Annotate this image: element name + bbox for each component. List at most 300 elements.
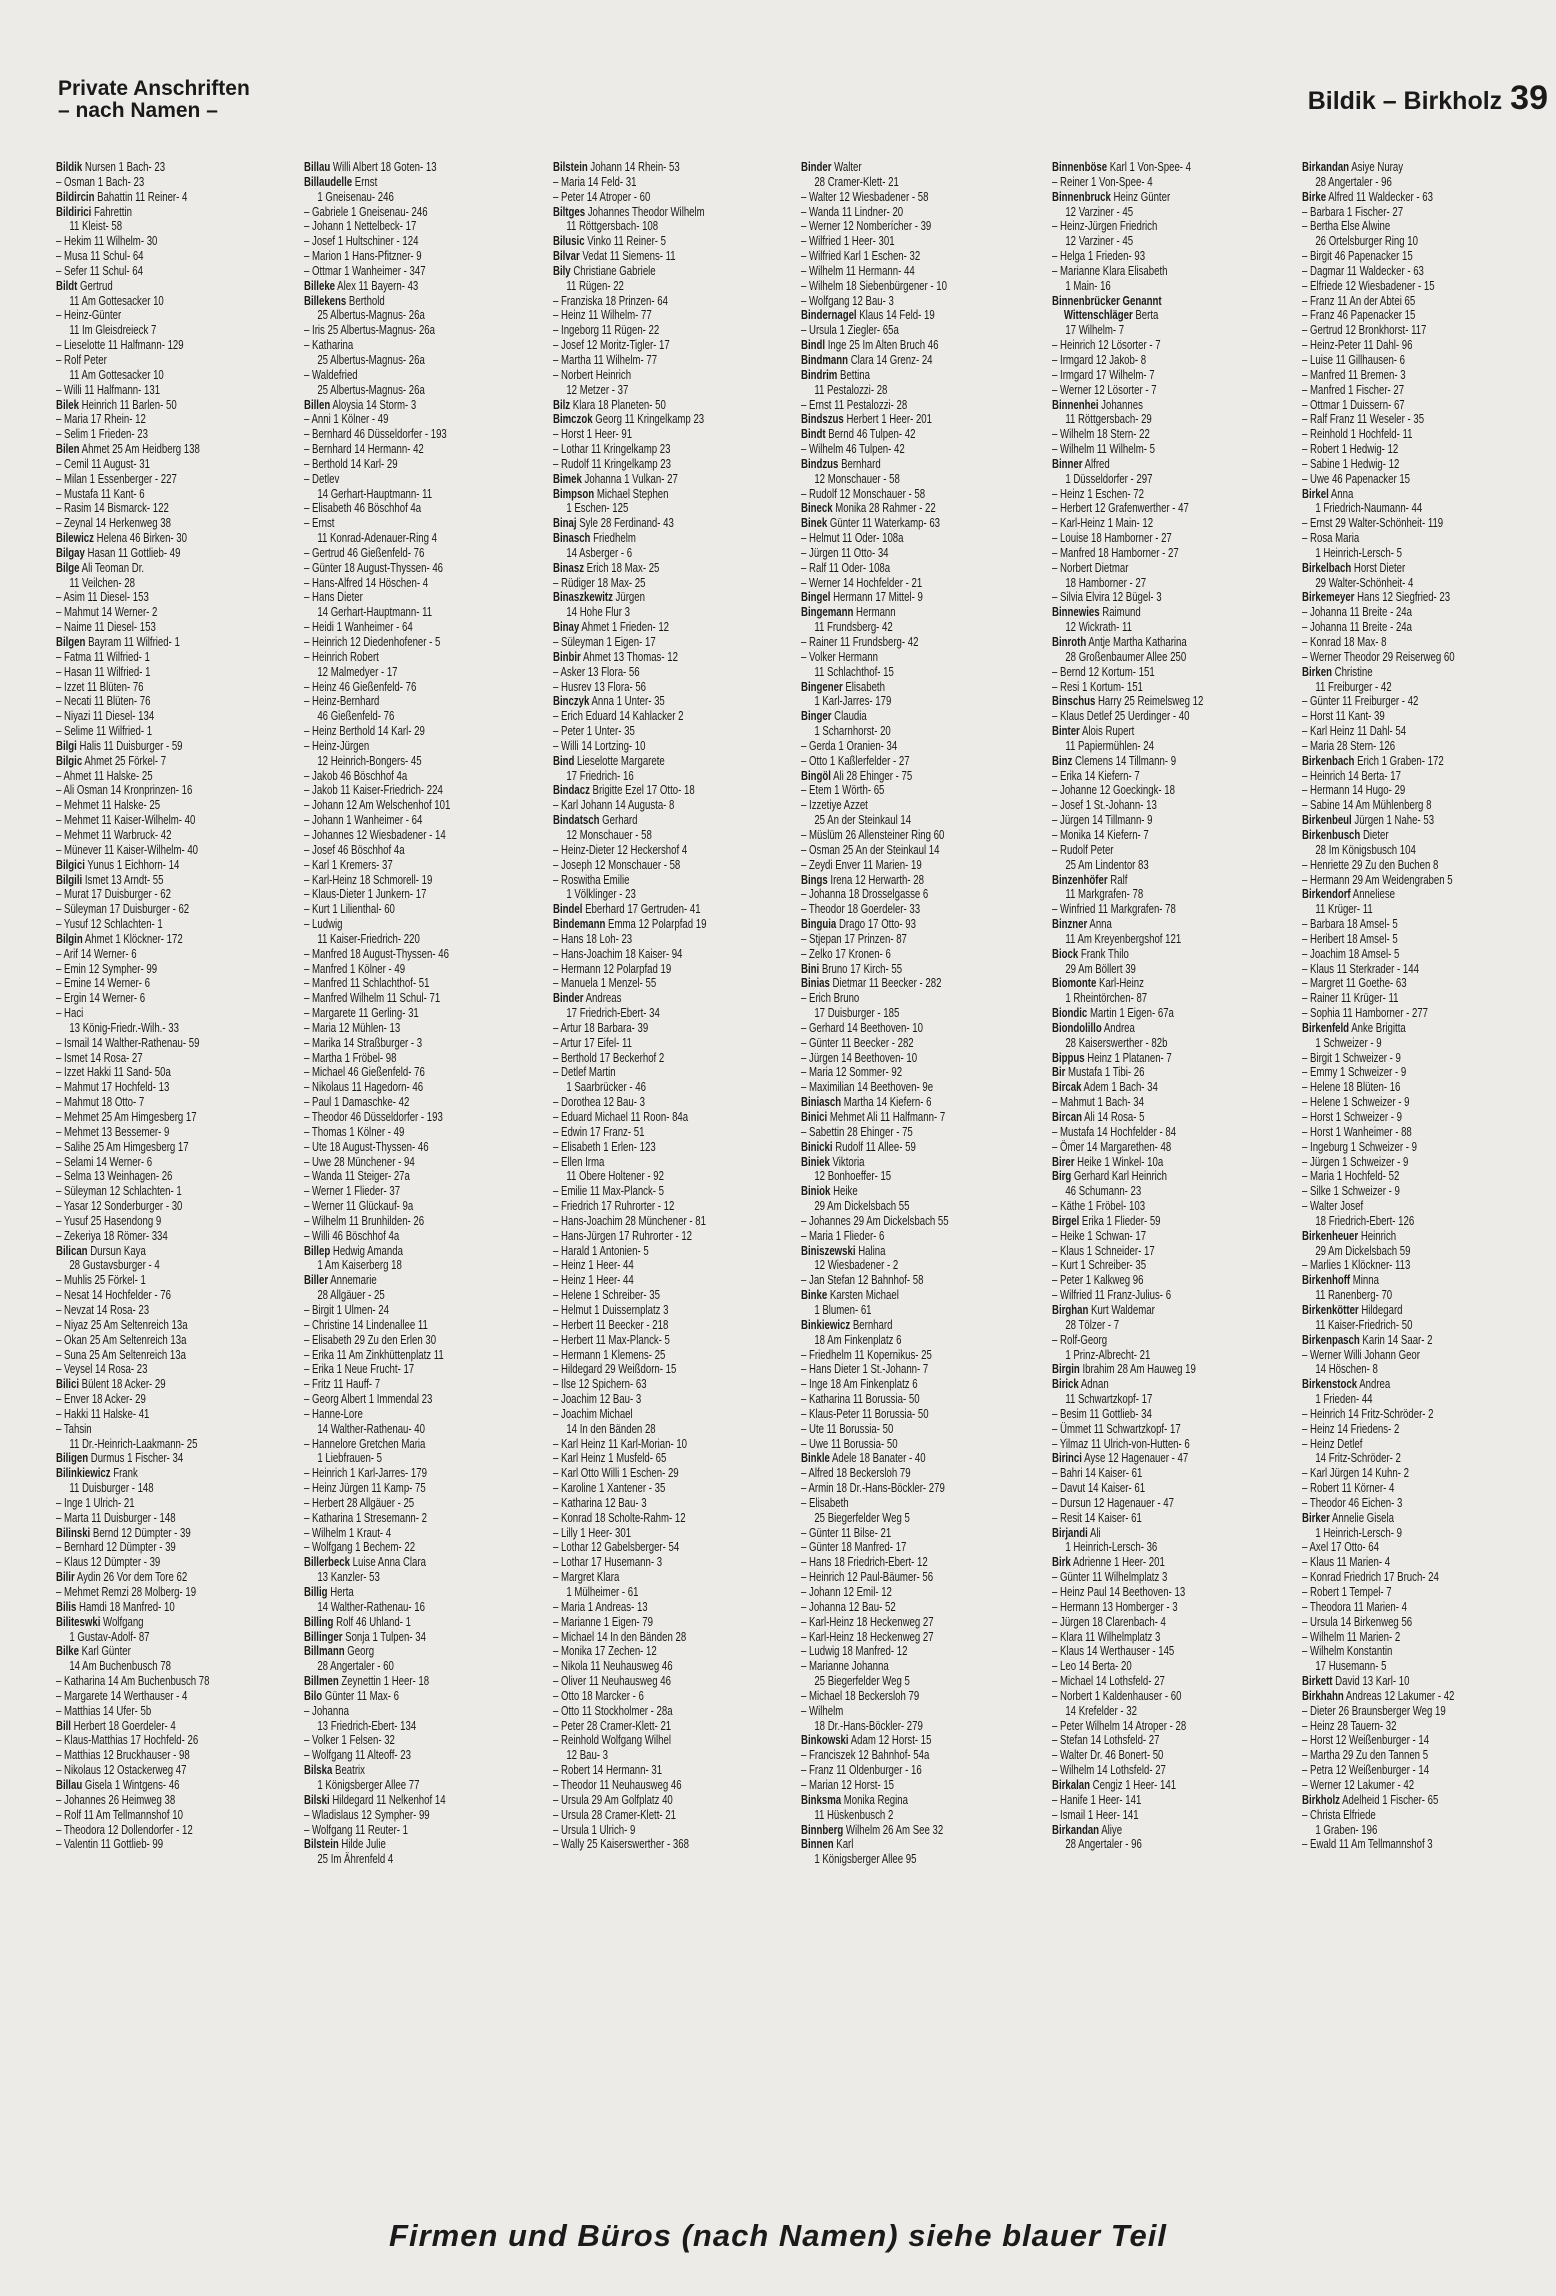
entry-surname: Binzner [1052, 916, 1088, 932]
entry-detail: Bettina [837, 366, 870, 382]
directory-entry [56, 1303, 237, 1318]
entry-detail: Anna 1 Unter- 35 [589, 693, 665, 709]
directory-entry [801, 783, 982, 798]
entry-detail: – Reinhold 1 Hochfeld- 11 [1302, 426, 1413, 442]
entry-surname: Billeke [304, 277, 336, 293]
entry-surname: Birke [1302, 188, 1327, 204]
directory-entry [304, 1348, 485, 1363]
directory-entry [304, 1244, 485, 1259]
entry-detail: – Maria 14 Feld- 31 [553, 173, 637, 189]
entry-detail: Hamdi 18 Manfred- 10 [76, 1598, 175, 1614]
entry-detail: – Matthias 14 Ufer- 5b [56, 1702, 152, 1718]
entry-detail: – Sophia 11 Hamborner - 277 [1302, 1005, 1429, 1021]
entry-detail: Heike [830, 1183, 858, 1199]
entry-detail: Frank [110, 1465, 138, 1481]
entry-detail: – Manfred 11 Schlachthof- 51 [304, 975, 430, 991]
entry-detail: – Yasar 12 Sonderburger - 30 [56, 1198, 183, 1214]
entry-detail: Heinrich [1358, 1227, 1397, 1243]
entry-detail: – Sabine 1 Hedwig- 12 [1302, 455, 1400, 471]
directory-entry [304, 1823, 485, 1838]
directory-entry [801, 1451, 982, 1466]
entry-detail: 1 Graben- 196 [1315, 1821, 1378, 1837]
directory-entry [1052, 501, 1233, 516]
directory-entry [1052, 1110, 1233, 1125]
entry-detail: – Wilhelm Konstantin [1302, 1643, 1393, 1659]
entry-detail: – Resi 1 Kortum- 151 [1052, 678, 1143, 694]
entry-detail: – Süleyman 12 Schlachten- 1 [56, 1183, 182, 1199]
entry-surname: Binguia [801, 916, 837, 932]
directory-entry [801, 427, 982, 442]
directory-entry [56, 308, 237, 323]
directory-entry [1052, 605, 1233, 620]
directory-entry [553, 457, 734, 472]
directory-entry [56, 1362, 237, 1377]
directory-entry [1302, 487, 1483, 502]
directory-entry [801, 1719, 982, 1734]
directory-entry [304, 754, 485, 769]
directory-entry [1052, 234, 1233, 249]
directory-entry [553, 427, 734, 442]
entry-detail: – Wally 25 Kaiserswerther - 368 [553, 1836, 689, 1852]
directory-entry [553, 976, 734, 991]
directory-entry [801, 160, 982, 175]
directory-entry [56, 1793, 237, 1808]
directory-entry [553, 1748, 734, 1763]
directory-entry [1052, 1125, 1233, 1140]
entry-detail: – Heinz-Jürgen [304, 737, 370, 753]
entry-detail: – Etem 1 Wörth- 65 [801, 782, 885, 798]
directory-entry [56, 1630, 237, 1645]
entry-detail: – Elfriede 12 Wiesbadener - 15 [1302, 277, 1435, 293]
entry-surname: Biliteswki [56, 1613, 101, 1629]
entry-detail: – Otto 11 Stockholmer - 28a [553, 1702, 673, 1718]
entry-detail: 1 Schweizer - 9 [1315, 1034, 1382, 1050]
directory-entry [553, 442, 734, 457]
entry-detail: 17 Friedrich-Ebert- 34 [566, 1005, 660, 1021]
directory-entry [56, 1823, 237, 1838]
entry-surname: Birkenbach [1302, 752, 1355, 768]
entry-surname: Binschus [1052, 693, 1096, 709]
entry-detail: – Hermann 29 Am Weidengraben 5 [1302, 871, 1453, 887]
entry-detail: – Mehmet 25 Am Himgesberg 17 [56, 1109, 197, 1124]
directory-entry [553, 1585, 734, 1600]
entry-detail: – Werner Theodor 29 Reiserweg 60 [1302, 648, 1455, 664]
directory-entry [1052, 947, 1233, 962]
directory-entry [1052, 412, 1233, 427]
entry-surname: Bilici [56, 1376, 79, 1392]
directory-entry [801, 249, 982, 264]
directory-entry [801, 190, 982, 205]
entry-surname: Bildik [56, 160, 83, 174]
entry-detail: – Ahmet 11 Halske- 25 [56, 767, 153, 783]
entry-detail: – Werner 12 Nomberícher - 39 [801, 218, 932, 234]
directory-entry [553, 1733, 734, 1748]
entry-detail: – Heinrich 12 Lösorter - 7 [1052, 337, 1161, 353]
entry-detail: – Selim 1 Frieden- 23 [56, 426, 148, 442]
directory-entry [304, 338, 485, 353]
entry-detail: Lieselotte Margarete [574, 752, 665, 768]
entry-detail: – Horst 1 Schweizer - 9 [1302, 1109, 1402, 1124]
entry-detail: – Iris 25 Albertus-Magnus- 26a [304, 322, 436, 338]
directory-entry [1302, 769, 1483, 784]
entry-detail: Klaus 14 Feld- 19 [856, 307, 935, 323]
entry-detail: Yunus 1 Eichhorn- 14 [84, 856, 180, 872]
entry-detail: Johann 14 Rhein- 53 [587, 160, 680, 174]
directory-entry [56, 1036, 237, 1051]
entry-detail: Vinko 11 Reiner- 5 [584, 233, 667, 249]
entry-detail: Kurt Waldemar [1088, 1301, 1155, 1317]
entry-surname: Bilstein [553, 160, 588, 174]
entry-surname: Binroth [1052, 634, 1087, 649]
directory-entry [801, 724, 982, 739]
directory-entry [304, 1333, 485, 1348]
entry-detail: – Johanna 12 Bau- 52 [801, 1598, 896, 1614]
entry-surname: Biller [304, 1272, 329, 1288]
directory-entry [56, 1169, 237, 1184]
entry-surname: Binz [1052, 752, 1073, 768]
directory-entry [56, 160, 237, 175]
entry-detail: – Resit 14 Kaiser- 61 [1052, 1509, 1142, 1525]
entry-detail: – Barbara 1 Fischer- 27 [1302, 203, 1404, 219]
entry-detail: – Horst 1 Wanheimer - 88 [1302, 1123, 1412, 1139]
entry-detail: – Heinz Paul 14 Beethoven- 13 [1052, 1584, 1186, 1599]
directory-entry [304, 1689, 485, 1704]
entry-surname: Bircak [1052, 1079, 1082, 1095]
directory-entry [801, 516, 982, 531]
directory-entry [801, 1481, 982, 1496]
entry-detail: 1 Rheintörchen- 87 [1065, 990, 1148, 1006]
entry-detail: – Hanne-Lore [304, 1405, 363, 1421]
directory-entry [304, 1229, 485, 1244]
directory-entry [553, 338, 734, 353]
entry-detail: Bahattin 11 Reiner- 4 [94, 188, 188, 204]
directory-entry [1302, 813, 1483, 828]
entry-surname: Bindszus [801, 411, 844, 427]
entry-detail: 12 Wiesbadener - 2 [814, 1257, 899, 1273]
directory-entry [56, 1065, 237, 1080]
entry-detail: – Wilhelm 46 Tulpen- 42 [801, 441, 905, 457]
entry-detail: – Wanda 11 Lindner- 20 [801, 203, 904, 219]
directory-entry [553, 1704, 734, 1719]
entry-detail: – Inge 1 Ulrich- 21 [56, 1494, 135, 1510]
directory-entry [1302, 1837, 1483, 1852]
entry-detail: Wilhelm 26 Am See 32 [843, 1821, 944, 1837]
directory-entry [56, 1184, 237, 1199]
directory-entry [1052, 1570, 1233, 1585]
directory-entry [304, 1051, 485, 1066]
directory-entry [801, 205, 982, 220]
entry-detail: Georg 11 Kringelkamp 23 [592, 411, 705, 427]
directory-entry [1052, 1719, 1233, 1734]
column-1 [56, 160, 300, 2180]
entry-detail: – Martha 29 Zu den Tannen 5 [1302, 1747, 1429, 1763]
directory-entry [56, 635, 237, 650]
entry-detail: – Bahri 14 Kaiser- 61 [1052, 1465, 1143, 1481]
directory-entry [801, 1852, 982, 1867]
directory-entry [1302, 843, 1483, 858]
entry-detail: 11 Veilchen- 28 [69, 574, 135, 590]
directory-entry [1302, 1451, 1483, 1466]
directory-entry [553, 709, 734, 724]
entry-surname: Birkett [1302, 1673, 1333, 1689]
entry-detail: 28 Im Königsbusch 104 [1315, 841, 1416, 857]
entry-detail: – Jürgen 1 Schweizer - 9 [1302, 1153, 1409, 1169]
entry-detail: Ahmet 25 Förkel- 7 [82, 752, 167, 768]
entry-detail: – Manfred Wilhelm 11 Schul- 71 [304, 990, 441, 1006]
entry-detail: – Nikola 11 Neuhausweg 46 [553, 1658, 673, 1674]
directory-entry [56, 249, 237, 264]
entry-detail: Herbert 1 Heer- 201 [843, 411, 933, 427]
directory-entry [1052, 531, 1233, 546]
entry-detail: – Helmut 1 Duissernplatz 3 [553, 1301, 669, 1317]
directory-entry [801, 398, 982, 413]
name-range: Bildik – Birkholz [1307, 87, 1503, 115]
directory-entry [304, 501, 485, 516]
entry-detail: – Hans-Joachim 18 Kaiser- 94 [553, 945, 683, 961]
directory-entry [304, 1704, 485, 1719]
directory-entry [56, 1110, 237, 1125]
directory-entry [801, 1674, 982, 1689]
entry-detail: 17 Wilhelm- 7 [1065, 322, 1125, 338]
entry-detail: – Henriette 29 Zu den Buchen 8 [1302, 856, 1439, 872]
entry-detail: – Wolfgang 11 Alteoff- 23 [304, 1747, 411, 1763]
directory-entry [56, 858, 237, 873]
entry-surname: Binek [801, 515, 828, 531]
entry-detail: – Winfried 11 Markgrafen- 78 [1052, 901, 1176, 917]
entry-detail: 25 Biegerfelder Weg 5 [814, 1673, 910, 1689]
entry-detail: – Margret Klara [553, 1569, 620, 1585]
entry-detail: – Süleyman 1 Eigen- 17 [553, 634, 656, 649]
entry-detail: Anna [1087, 916, 1112, 932]
directory-entry [304, 1169, 485, 1184]
entry-detail: – Lothar 11 Kringelkamp 23 [553, 441, 671, 457]
entry-detail: – Maria 12 Sommer- 92 [801, 1064, 903, 1080]
directory-entry [56, 590, 237, 605]
entry-detail: 11 Kaiser-Friedrich- 50 [1315, 1316, 1413, 1332]
entry-detail: Bernhard [838, 455, 881, 471]
directory-entry [801, 531, 982, 546]
entry-detail: – Klaus 14 Werthauser - 145 [1052, 1643, 1175, 1659]
entry-detail: 28 Angertaler - 96 [1065, 1836, 1142, 1852]
entry-surname: Bilgici [56, 856, 85, 872]
entry-detail: – Erika 11 Am Zinkhüttenplatz 11 [304, 1346, 444, 1362]
entry-surname: Birghan [1052, 1301, 1089, 1317]
entry-detail: 29 Am Dickelsbach 55 [814, 1198, 910, 1214]
directory-entry [1052, 190, 1233, 205]
entry-detail: – Izzet 11 Blüten- 76 [56, 678, 144, 694]
entry-detail: – Wolfgang 11 Reuter- 1 [304, 1821, 408, 1837]
entry-detail: Alex 11 Bayern- 43 [335, 277, 419, 293]
entry-detail: Anna [1328, 485, 1354, 501]
entry-detail: Hasan 11 Gottlieb- 49 [84, 544, 181, 560]
entry-surname: Billmann [304, 1643, 345, 1659]
directory-entry [801, 1763, 982, 1778]
entry-detail: Fahrettin [91, 203, 132, 219]
entry-detail: – Gabriele 1 Gneisenau- 246 [304, 203, 428, 219]
directory-entry [801, 1036, 982, 1051]
directory-entry [56, 1080, 237, 1095]
entry-detail: – Klaus 11 Sterkrader - 144 [1302, 960, 1419, 976]
entry-detail: – Dorothea 12 Bau- 3 [553, 1094, 645, 1110]
directory-entry [1052, 1333, 1233, 1348]
entry-detail: 28 Gustavsburger - 4 [69, 1257, 160, 1273]
entry-detail: – Wilhelm 11 Brunhilden- 26 [304, 1212, 425, 1228]
directory-entry [304, 190, 485, 205]
entry-detail: – Besim 11 Gottlieb- 34 [1052, 1405, 1152, 1421]
entry-surname: Birgel [1052, 1212, 1080, 1228]
entry-detail: – Manfred 1 Fischer- 27 [1302, 381, 1405, 397]
entry-detail: – Hasan 11 Wilfried- 1 [56, 663, 151, 679]
entry-detail: – Lothar 12 Gabelsberger- 54 [553, 1539, 680, 1555]
directory-entry [1302, 1704, 1483, 1719]
entry-detail: Bülent 18 Acker- 29 [78, 1376, 166, 1392]
entry-detail: 1 Königsberger Allee 95 [814, 1851, 917, 1867]
directory-entry [801, 1808, 982, 1823]
directory-entry [56, 843, 237, 858]
entry-detail: – Murat 17 Duisburger - 62 [56, 886, 171, 902]
entry-detail: – Joachim 18 Amsel- 5 [1302, 945, 1400, 961]
directory-entry [56, 205, 237, 220]
directory-entry [801, 1511, 982, 1526]
entry-detail: – Karl-Heinz 18 Heckenweg 27 [801, 1628, 934, 1644]
entry-detail: – Kurt 1 Schreiber- 35 [1052, 1257, 1147, 1273]
directory-entry [1302, 1407, 1483, 1422]
directory-entry [56, 576, 237, 591]
directory-entry [553, 1689, 734, 1704]
directory-entry [1052, 1362, 1233, 1377]
entry-detail: Clara 14 Grenz- 24 [848, 351, 933, 367]
entry-surname: Biniok [801, 1183, 831, 1199]
entry-detail: – Emmy 1 Schweizer - 9 [1302, 1064, 1407, 1080]
entry-detail: Bernhard [850, 1316, 893, 1332]
entry-detail: – Marianne Johanna [801, 1658, 889, 1674]
entry-detail: – Katharina 11 Borussia- 50 [801, 1391, 920, 1407]
directory-entry [801, 487, 982, 502]
entry-detail: – Karl 1 Kremers- 37 [304, 856, 393, 872]
directory-entry [56, 353, 237, 368]
entry-detail: – Maria 12 Mühlen- 13 [304, 1019, 401, 1035]
entry-detail: – Günter 11 Beecker - 282 [801, 1034, 914, 1050]
directory-entry [801, 546, 982, 561]
entry-detail: – Rudolf Peter [1052, 841, 1114, 857]
directory-entry [1052, 650, 1233, 665]
directory-entry [553, 932, 734, 947]
entry-detail: – Erika 1 Neue Frucht- 17 [304, 1361, 415, 1377]
entry-detail: – Franz 11 Oldenburger - 16 [801, 1762, 922, 1778]
entry-detail: 11 Am Gottesacker 10 [69, 366, 164, 382]
column-6 [1302, 160, 1546, 2180]
directory-entry [56, 338, 237, 353]
entry-surname: Bilewicz [56, 530, 94, 546]
directory-entry [553, 1674, 734, 1689]
entry-detail: – Heinz 28 Tauern- 32 [1302, 1717, 1397, 1733]
entry-detail: – Klaus 1 Schneider- 17 [1052, 1242, 1155, 1258]
entry-detail: 12 Metzer - 37 [566, 381, 629, 397]
directory-entry [553, 1036, 734, 1051]
entry-surname: Bingener [801, 678, 843, 694]
entry-detail: – Karl Heinz 11 Karl-Morian- 10 [553, 1435, 688, 1451]
entry-detail: Helena 46 Birken- 30 [93, 530, 188, 546]
directory-entry [1052, 457, 1233, 472]
entry-detail: Syle 28 Ferdinand- 43 [576, 515, 674, 531]
directory-entry [553, 1303, 734, 1318]
entry-detail: 1 Königsberger Allee 77 [317, 1776, 420, 1792]
entry-surname: Bilska [304, 1762, 333, 1778]
directory-entry [801, 1051, 982, 1066]
directory-entry [801, 962, 982, 977]
directory-entry [56, 1615, 237, 1630]
directory-entry [304, 783, 485, 798]
entry-detail: – Maximilian 14 Beethoven- 9e [801, 1079, 934, 1095]
entry-surname: Birkandan [1302, 160, 1350, 174]
directory-entry [553, 1615, 734, 1630]
entry-surname: Binnberg [801, 1821, 844, 1837]
entry-detail: 17 Husemann- 5 [1315, 1658, 1387, 1674]
entry-detail: – Karl-Heinz 1 Main- 12 [1052, 515, 1154, 531]
entry-detail: 1 Saarbrücker - 46 [566, 1079, 646, 1095]
directory-entry [1052, 887, 1233, 902]
entry-detail: – Hermann 13 Homberger - 3 [1052, 1598, 1178, 1614]
entry-detail: – Werner 11 Glückauf- 9a [304, 1198, 414, 1214]
entry-detail: – Katharina 12 Bau- 3 [553, 1494, 647, 1510]
entry-detail: Anke Brigitta [1349, 1019, 1406, 1035]
entry-detail: Minna [1350, 1272, 1379, 1288]
entry-detail: – Günter 11 Bilse- 21 [801, 1524, 892, 1540]
directory-entry [304, 724, 485, 739]
entry-surname: Birkenkötter [1302, 1301, 1359, 1317]
entry-detail: – Erich Eduard 14 Kahlacker 2 [553, 708, 684, 724]
entry-surname: Bindrim [801, 366, 838, 382]
directory-entry [801, 680, 982, 695]
entry-detail: – Ralf Franz 11 Weseler - 35 [1302, 411, 1425, 427]
directory-entry [801, 1689, 982, 1704]
entry-detail: – Barbara 18 Amsel- 5 [1302, 916, 1398, 932]
entry-detail: – Osman 1 Bach- 23 [56, 173, 145, 189]
entry-detail: Heinz Günter [1110, 188, 1171, 204]
entry-detail: – Necati 11 Blüten- 76 [56, 693, 151, 709]
directory-entry [304, 1511, 485, 1526]
directory-entry [1052, 1169, 1233, 1184]
directory-entry [1052, 1140, 1233, 1155]
directory-entry [801, 976, 982, 991]
directory-entry [1302, 1169, 1483, 1184]
entry-detail: – Rudolf 11 Kringelkamp 23 [553, 455, 672, 471]
directory-entry [304, 353, 485, 368]
directory-entry [304, 947, 485, 962]
entry-surname: Bindl [801, 337, 826, 353]
directory-entry [1302, 680, 1483, 695]
directory-entry [56, 1570, 237, 1585]
entry-detail: – Wolfgang 12 Bau- 3 [801, 292, 894, 308]
directory-entry [1052, 383, 1233, 398]
directory-listing [56, 160, 1550, 2180]
directory-entry [1302, 501, 1483, 516]
entry-detail: – Edwin 17 Franz- 51 [553, 1123, 645, 1139]
entry-detail: Nursen 1 Bach- 23 [82, 160, 166, 174]
directory-entry [801, 219, 982, 234]
directory-entry [304, 1555, 485, 1570]
directory-entry [1302, 1392, 1483, 1407]
entry-detail: – Musa 11 Schul- 64 [56, 248, 144, 264]
directory-entry [1302, 1318, 1483, 1333]
directory-entry [553, 249, 734, 264]
directory-entry [304, 368, 485, 383]
entry-surname: Binay [553, 619, 580, 635]
directory-entry [801, 1155, 982, 1170]
directory-entry [56, 1644, 237, 1659]
entry-detail: – Martha 11 Wilhelm- 77 [553, 351, 658, 367]
entry-surname: Binksma [801, 1791, 842, 1807]
